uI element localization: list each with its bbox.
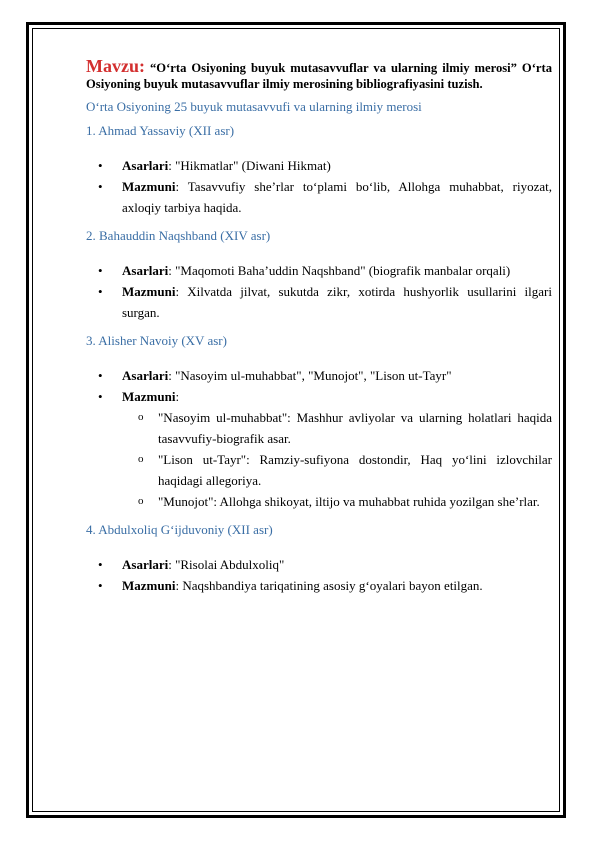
list-item (86, 575, 552, 596)
circle-bullet-icon: o (138, 453, 144, 465)
section-heading-yassaviy: 1. Ahmad Yassaviy (XII asr) (86, 123, 235, 138)
mazmuni-label: Mazmuni (122, 179, 176, 194)
sub-item-text: "Munojot": Allohga shikoyat, iltijo va muhabbat ruhida yozilgan she’rlar. (158, 494, 540, 509)
list-item (86, 260, 552, 281)
sub-list-item (86, 407, 552, 449)
mazmuni-label: Mazmuni (122, 284, 176, 299)
mazmuni-label: Mazmuni (122, 389, 176, 404)
document-body (86, 58, 552, 596)
section-list-gijduvoniy (86, 554, 552, 596)
section-list-yassaviy (86, 155, 552, 218)
sub-list-item (86, 491, 552, 512)
list-item (86, 155, 552, 176)
section-heading-navoiy: 3. Alisher Navoiy (XV asr) (86, 333, 227, 348)
list-item (86, 365, 552, 386)
list-item (86, 554, 552, 575)
asarlari-text: : "Maqomoti Baha’uddin Naqshband" (biografik manbalar orqali) (168, 263, 511, 278)
asarlari-label: Asarlari (122, 263, 169, 278)
sub-item-text: "Nasoyim ul-muhabbat": Mashhur avliyolar va ularning holatlari haqida tasavvufiy-biografik asar. (158, 410, 552, 446)
sub-item-text: "Lison ut-Tayr": Ramziy-sufiyona dostondir, Haq yo‘lini izlovchilar haqidagi allegoriya. (158, 452, 552, 488)
mazmuni-label: Mazmuni (122, 578, 176, 593)
mazmuni-text: : (175, 389, 180, 404)
asarlari-label: Asarlari (122, 557, 169, 572)
list-item (86, 281, 552, 323)
sub-list-item (86, 449, 552, 491)
mavzu-label: Mavzu: (86, 56, 145, 76)
circle-bullet-icon: o (138, 411, 144, 423)
list-item (86, 176, 552, 218)
mazmuni-text: : Naqshbandiya tariqatining asosiy g‘oyalari bayon etilgan. (175, 578, 483, 593)
document-title (86, 58, 552, 92)
title-text: “O‘rta Osiyoning buyuk mutasavvuflar va ularning ilmiy merosi” O‘rta Osiyoning buyuk mutasavvuflar ilmiy merosining bibliografiyasini tuzish. (86, 61, 553, 91)
circle-bullet-icon: o (138, 495, 144, 507)
document-subtitle: O‘rta Osiyoning 25 buyuk mutasavvufi va ularning ilmiy merosi (86, 99, 422, 114)
section-list-naqshband (86, 260, 552, 323)
section-heading-gijduvoniy: 4. Abdulxoliq G‘ijduvoniy (XII asr) (86, 522, 273, 537)
asarlari-label: Asarlari (122, 158, 169, 173)
mazmuni-text: : Xilvatda jilvat, sukutda zikr, xotirda hushyorlik usullarini ilgari surgan. (122, 284, 552, 320)
asarlari-text: : "Hikmatlar" (Diwani Hikmat) (168, 158, 331, 173)
navoiy-works-list (86, 407, 552, 512)
asarlari-text: : "Nasoyim ul-muhabbat", "Munojot", "Lison ut-Tayr" (168, 368, 452, 383)
asarlari-text: : "Risolai Abdulxoliq" (168, 557, 285, 572)
mazmuni-text: : Tasavvufiy she’rlar to‘plami bo‘lib, Allohga muhabbat, riyozat, axloqiy tarbiya haqida. (122, 179, 552, 215)
list-item (86, 386, 552, 407)
section-list-navoiy (86, 365, 552, 407)
asarlari-label: Asarlari (122, 368, 169, 383)
section-heading-naqshband: 2. Bahauddin Naqshband (XIV asr) (86, 228, 271, 243)
